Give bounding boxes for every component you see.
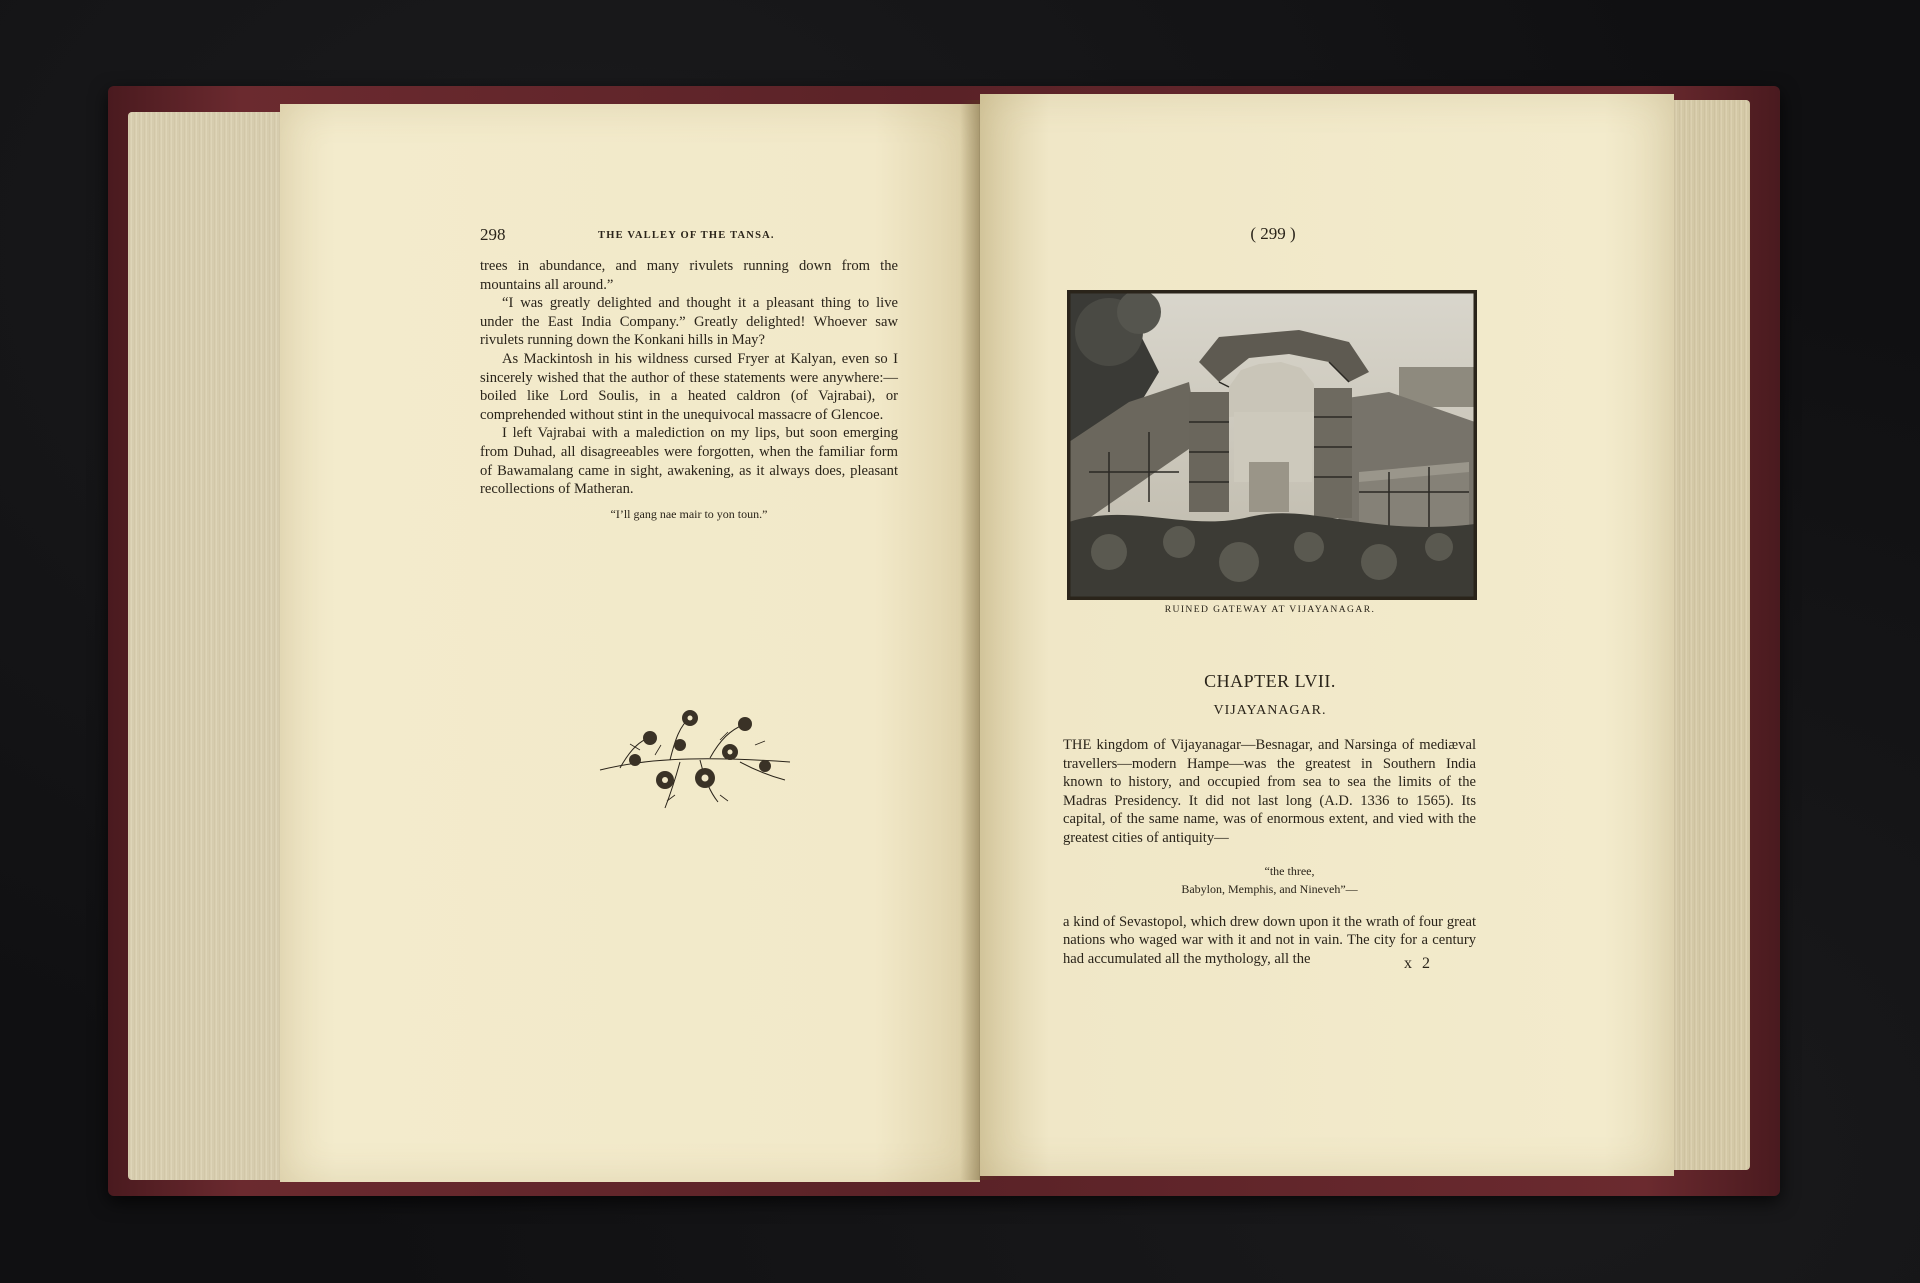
chapter-title: VIJAYANAGAR. [1213, 703, 1327, 718]
left-page-number: 298 [480, 225, 506, 244]
right-body-text [1063, 736, 1476, 969]
right-paragraph-1: THE kingdom of Vijayanagar—Besnagar, and Narsinga of mediæval travellers—modern Hampe—was the greatest in Southern India known to history, and occupied from sea to sea the limits of the Madras Presidency. It did not last long (A.D. 1336 to 1565). Its capital, of the same name, was of enormous extent, and vied with the greatest cities of antiquity— [1063, 737, 1476, 846]
left-paragraph: I left Vajrabai with a malediction on my lips, but soon emerging from Duhad, all disagreeables were forgotten, when the familiar form of Bawamalang came in sight, awakening, as it always does, pleasant recollections of Matheran. [480, 425, 898, 498]
right-paragraph-2: a kind of Sevastopol, which drew down upon it the wrath of four great nations who waged war with it and not in vain. The city for a century had accumulated all the mythology, all the [1063, 913, 1476, 967]
left-body-text [480, 257, 898, 535]
left-running-title: THE VALLEY OF THE TANSA. [598, 230, 775, 241]
chapter-heading: CHAPTER LVII. [1204, 671, 1336, 691]
right-page-edges [1668, 100, 1750, 1170]
left-paragraph: trees in abundance, and many rivulets running down from the mountains all around.” [480, 258, 898, 293]
right-page [980, 94, 1674, 1176]
verse-line-2: Babylon, Memphis, and Nineveh”— [1181, 882, 1358, 897]
verse-line-1: “the three, [1264, 863, 1315, 878]
ruined-gateway-photo [1069, 292, 1475, 598]
signature-mark: x 2 [1404, 955, 1433, 972]
floral-ornament-icon [580, 700, 810, 820]
closing-quote: “I’ll gang nae mair to yon toun.” [610, 506, 768, 521]
left-paragraph: “I was greatly delighted and thought it a pleasant thing to live under the East India Company.” Greatly delighted! Whoever saw rivulets running down the Konkani hills in May? [480, 295, 898, 349]
left-paragraph: As Mackintosh in his wildness cursed Fryer at Kalyan, even so I sincerely wished that the author of these statements were anywhere:—boiled like Lord Soulis, in a heated caldron (of Vajrabai), or comprehended without stint in the unequivocal massacre of Glencoe. [480, 350, 898, 423]
ruined-gateway-plate [1067, 290, 1477, 600]
left-page-edges [128, 112, 288, 1180]
right-page-number: ( 299 ) [1250, 224, 1296, 243]
plate-caption: RUINED GATEWAY AT VIJAYANAGAR. [1164, 604, 1376, 615]
